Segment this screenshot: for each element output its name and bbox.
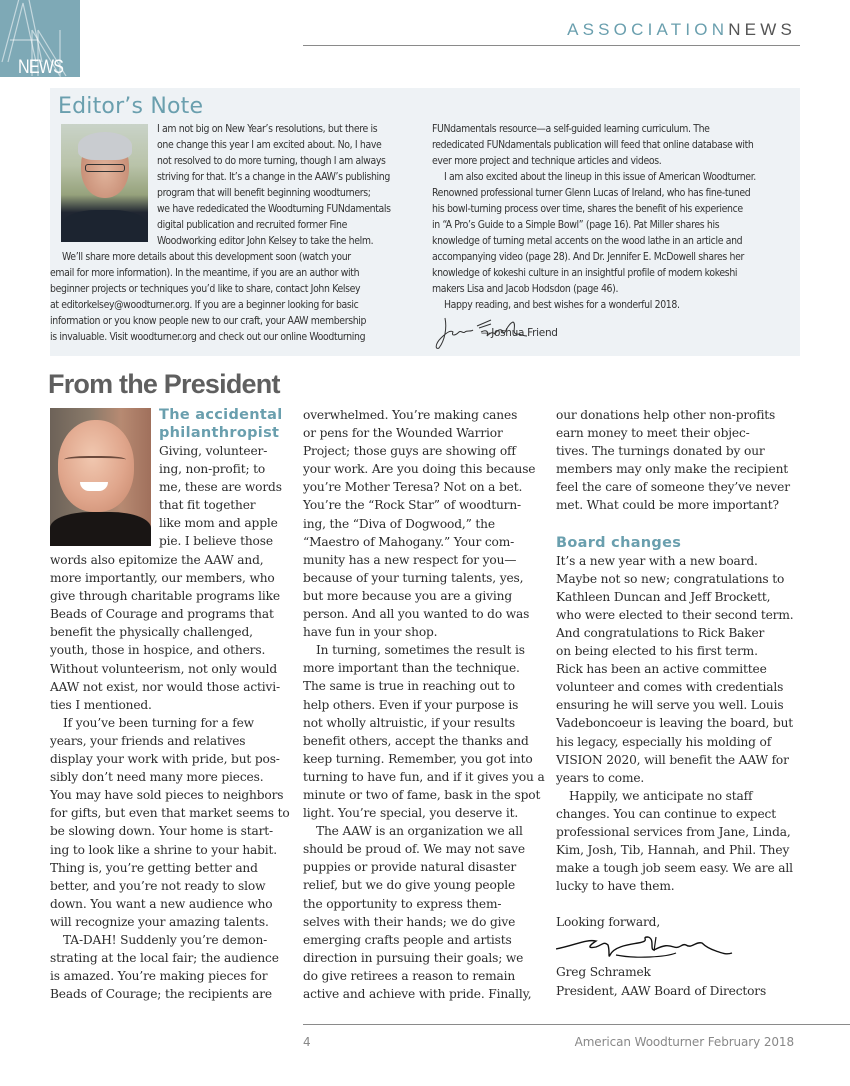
- text-line: strating at the local fair; the audience: [50, 951, 279, 966]
- text-line: tives. The turnings donated by our: [556, 444, 765, 459]
- text-line: should be proud of. We may not save: [303, 842, 525, 857]
- text-line: benefit the physically challenged,: [50, 625, 253, 640]
- text-line: benefit others, accept the thanks and: [303, 733, 529, 748]
- text-line: Rick has been an active committee: [556, 662, 767, 677]
- text-line: Kathleen Duncan and Jeff Brockett,: [556, 589, 771, 604]
- text-line: I am also excited about the lineup in this issue of American Woodturner.: [444, 171, 756, 183]
- text-line: Woodworking editor John Kelsey to take the helm.: [157, 235, 374, 247]
- text-line: Project; those guys are showing off: [303, 444, 516, 459]
- text-line: better, and you’re not ready to slow: [50, 878, 266, 893]
- text-line: changes. You can continue to expect: [556, 806, 776, 821]
- section-header: [567, 20, 796, 40]
- footer-divider: [303, 1024, 850, 1025]
- logo-news-word: NEWS: [18, 57, 64, 77]
- text-line: We’ll share more details about this development soon (watch your: [62, 251, 351, 263]
- text-line: email for more information). In the meantime, if you are an author with: [50, 267, 360, 279]
- publication-info: American Woodturner February 2018: [574, 1035, 794, 1049]
- text-line: years, your friends and relatives: [50, 733, 246, 748]
- text-line: we have rededicated the Woodturning FUNdamentals: [157, 203, 391, 215]
- text-line: Happily, we anticipate no staff: [569, 788, 753, 803]
- text-line: will recognize your amazing talents.: [50, 914, 269, 929]
- text-block: [556, 406, 793, 515]
- text-line: you’re Mother Teresa? Not on a bet.: [303, 480, 523, 495]
- text-block: [159, 442, 282, 551]
- text-line: TA-DAH! Suddenly you’re demon-: [63, 932, 268, 947]
- text-line: puppies or provide natural disaster: [303, 860, 517, 875]
- text-line: me, these are words: [159, 480, 282, 495]
- text-line: Renowned professional turner Glenn Lucas of Ireland, who has fine-tuned: [432, 187, 751, 199]
- text-block: [303, 406, 545, 1003]
- text-line: the opportunity to express them-: [303, 896, 502, 911]
- text-line: volunteer and comes with credentials: [556, 680, 784, 695]
- signer-name: Greg Schramek: [556, 965, 651, 980]
- text-line: his bowl-turning process over time, shares the benefit of his experience: [432, 203, 743, 215]
- text-line: emerging crafts people and artists: [303, 932, 512, 947]
- text-line: earn money to meet their objec-: [556, 426, 750, 441]
- subhead-accidental-philanthropist-line1: The accidental: [159, 407, 283, 423]
- editors-note-column-2: [432, 121, 756, 313]
- text-line: met. What could be more important?: [556, 498, 779, 513]
- text-line: one change this year I am excited about. No, I have: [157, 139, 382, 151]
- section-header-news: NEWS: [728, 20, 796, 39]
- text-line: Giving, volunteer-: [159, 444, 268, 458]
- editors-note-box: [50, 88, 800, 356]
- signature-icon: [556, 933, 736, 963]
- text-line: his legacy, especially his molding of: [556, 734, 772, 749]
- text-line: minute or two of fame, bask in the spot: [303, 787, 541, 802]
- text-line: is invaluable. Visit woodturner.org and check out our online Woodturning: [50, 331, 366, 343]
- text-line: do give retirees a reason to remain: [303, 968, 516, 983]
- section-header-association: ASSOCIATION: [567, 20, 729, 39]
- text-line: like mom and apple: [159, 516, 278, 531]
- text-line: I am not big on New Year’s resolutions, but there is: [157, 123, 378, 135]
- president-signature: [556, 933, 793, 963]
- text-line: have fun in your shop.: [303, 625, 438, 640]
- text-line: munity has a new respect for you—: [303, 552, 517, 567]
- text-line: at editorkelsey@woodturner.org. If you are a beginner looking for basic: [50, 299, 359, 311]
- text-line: ing to look like a shrine to your habit.: [50, 842, 278, 857]
- text-line: that fit together: [159, 498, 256, 513]
- text-line: relief, but we do give young people: [303, 878, 516, 893]
- text-line: lucky to have them.: [556, 879, 675, 894]
- text-line: It’s a new year with a new board.: [556, 553, 758, 568]
- text-line: in “A Pro’s Guide to a Simple Bowl” (page 16). Pat Miller shares his: [432, 219, 720, 231]
- text-line: is amazed. You’re making pieces for: [50, 969, 268, 984]
- president-column-1-top: [159, 406, 282, 551]
- text-line: In turning, sometimes the result is: [316, 643, 525, 658]
- text-line: turning to have fun, and if it gives you a: [303, 769, 545, 784]
- text-line: make a tough job seem easy. We are all: [556, 861, 793, 876]
- text-line: be slowing down. Your home is start-: [50, 824, 273, 839]
- president-section-title: From the President: [48, 369, 280, 399]
- text-line: AAW not exist, nor would those activi-: [50, 679, 280, 694]
- text-line: The same is true in reaching out to: [303, 679, 515, 694]
- text-line: not resolved to do more turning, though I am always: [157, 155, 386, 167]
- text-line: our donations help other non-profits: [556, 408, 776, 422]
- text-line: beginner projects or techniques you’d like to share, contact John Kelsey: [50, 283, 361, 295]
- text-line: because of your turning talents, yes,: [303, 570, 524, 585]
- text-line: digital publication and recruited former Fine: [157, 219, 347, 231]
- text-line: The AAW is an organization we all: [316, 824, 523, 839]
- text-line: knowledge of kokeshi culture in an insightful profile of modern kokeshi: [432, 267, 738, 279]
- editors-note-column-1-wrap: [157, 121, 391, 249]
- president-photo: [50, 408, 151, 546]
- text-line: your work. Are you doing this because: [303, 462, 536, 477]
- editors-note-column-1-full: [50, 249, 366, 345]
- text-line: members may only make the recipient: [556, 462, 789, 477]
- text-line: professional services from Jane, Linda,: [556, 824, 791, 839]
- text-line: Without volunteerism, not only would: [50, 661, 278, 676]
- text-line: Maybe not so new; congratulations to: [556, 571, 785, 586]
- text-line: sibly don’t need many more pieces.: [50, 770, 264, 785]
- text-line: ensuring he will serve you well. Louis: [556, 698, 784, 713]
- text-line: pie. I believe those: [159, 534, 273, 549]
- text-line: or pens for the Wounded Warrior: [303, 426, 503, 441]
- signer-title: President, AAW Board of Directors: [556, 983, 767, 998]
- text-line: Vadeboncoeur is leaving the board, but: [556, 716, 794, 731]
- text-line: information or you know people new to our craft, your AAW membership: [50, 315, 367, 327]
- text-line: Kim, Josh, Tib, Hannah, and Phil. They: [556, 843, 790, 858]
- subhead-accidental-philanthropist-line2: philanthropist: [159, 425, 280, 441]
- association-news-logo: [0, 0, 80, 77]
- text-line: Beads of Courage; the recipients are: [50, 987, 272, 1002]
- editors-note-title: Editor’s Note: [58, 94, 204, 119]
- text-block: [50, 551, 290, 1003]
- text-line: If you’ve been turning for a few: [63, 715, 254, 730]
- text-line: direction in pursuing their goals; we: [303, 950, 524, 965]
- text-line: give through charitable programs like: [50, 589, 280, 604]
- text-line: more important than the technique.: [303, 661, 520, 676]
- text-line: help others. Even if your purpose is: [303, 697, 519, 712]
- closing-line: Looking forward,: [556, 915, 661, 930]
- text-line: years to come.: [556, 770, 645, 785]
- text-line: VISION 2020, will benefit the AAW for: [556, 752, 789, 767]
- text-line: Thing is, you’re getting better and: [50, 860, 258, 875]
- text-line: You’re the “Rock Star” of woodturn-: [303, 498, 521, 513]
- text-line: more importantly, our members, who: [50, 571, 275, 586]
- text-line: light. You’re special, you deserve it.: [303, 806, 519, 821]
- text-line: striving for that. It’s a change in the AAW’s publishing: [157, 171, 390, 183]
- text-line: display your work with pride, but pos-: [50, 752, 280, 767]
- text-line: ing, the “Diva of Dogwood,” the: [303, 516, 495, 531]
- text-line: ing, non-profit; to: [159, 462, 266, 477]
- text-line: FUNdamentals resource—a self-guided learning curriculum. The: [432, 123, 710, 135]
- text-line: knowledge of turning metal accents on the wood lathe in an article and: [432, 235, 743, 247]
- text-line: overwhelmed. You’re making canes: [303, 408, 518, 422]
- text-line: ties I mentioned.: [50, 697, 152, 712]
- text-line: program that will benefit beginning woodturners;: [157, 187, 371, 199]
- editor-signature-name: —Joshua Friend: [481, 327, 558, 339]
- text-line: accompanying video (page 28). And Dr. Jennifer E. McDowell shares her: [432, 251, 745, 263]
- president-column-3: [556, 406, 793, 1000]
- text-line: not wholly altruistic, if your results: [303, 715, 515, 730]
- text-line: active and achieve with pride. Finally,: [303, 987, 532, 1001]
- text-line: makers Lisa and Jacob Hodsdon (page 46).: [432, 283, 619, 295]
- text-line: Happy reading, and best wishes for a wonderful 2018.: [444, 299, 680, 311]
- text-line: Beads of Courage and programs that: [50, 607, 274, 622]
- editor-photo: [61, 124, 148, 242]
- text-line: keep turning. Remember, you got into: [303, 751, 533, 766]
- text-line: You may have sold pieces to neighbors: [50, 788, 284, 803]
- text-line: “Maestro of Mahogany.” Your com-: [303, 534, 515, 549]
- text-line: words also epitomize the AAW and,: [50, 553, 264, 567]
- text-line: youth, those in hospice, and others.: [50, 643, 266, 658]
- text-line: for gifts, but even that market seems to: [50, 806, 290, 821]
- subhead-board-changes: Board changes: [556, 534, 682, 551]
- header-divider: [303, 45, 800, 46]
- president-column-2: [303, 406, 545, 1003]
- text-line: on being elected to his first term.: [556, 644, 758, 659]
- text-line: rededicated FUNdamentals publication will feed that online database with: [432, 139, 754, 151]
- text-line: selves with their hands; we do give: [303, 914, 516, 929]
- text-line: ever more project and technique articles and videos.: [432, 155, 662, 167]
- text-line: And congratulations to Rick Baker: [556, 625, 765, 640]
- page-number: 4: [303, 1035, 311, 1049]
- text-line: but more because you are a giving: [303, 588, 512, 603]
- text-line: down. You want a new audience who: [50, 896, 273, 911]
- text-block: [556, 552, 793, 896]
- text-line: who were elected to their second term.: [556, 607, 794, 622]
- text-line: person. And all you wanted to do was: [303, 607, 530, 622]
- text-line: feel the care of someone they’ve never: [556, 480, 790, 495]
- president-column-1-bottom: [50, 551, 290, 1003]
